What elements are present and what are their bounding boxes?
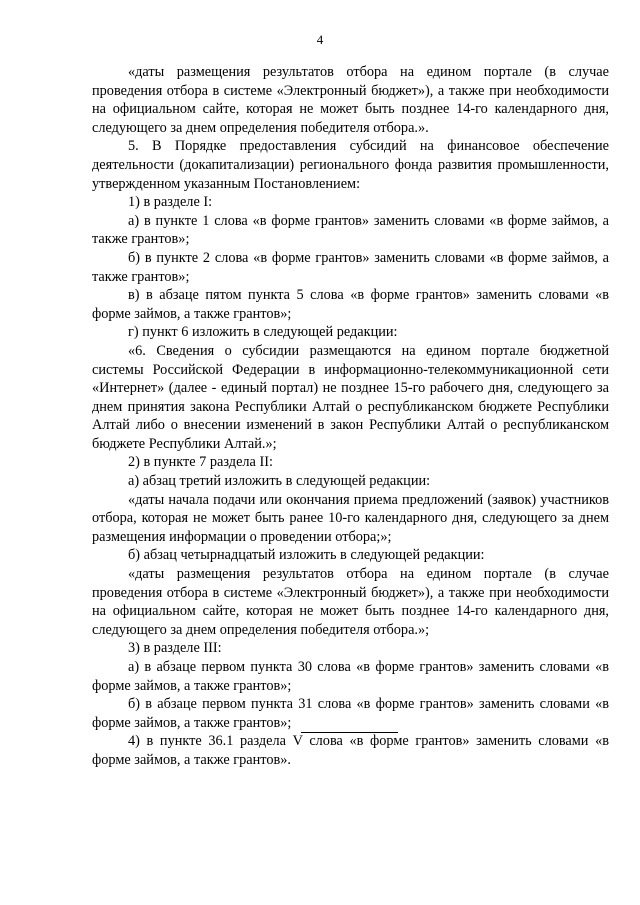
paragraph: «6. Сведения о субсидии размещаются на едином портале бюджетной системы Российской Федерации в информационно-телекоммуникационной сети «Интернет» (далее - единый портал) не позднее 15-го рабочего дня, следующего за днем принятия закона Республики Алтай о республиканском бюджете Республики Алтай либо о внесении изменений в закон Республики Алтай о республиканском бюджете Республики Алтай.»; — [92, 342, 609, 452]
paragraph: «даты размещения результатов отбора на едином портале (в случае проведения отбора в системе «Электронный бюджет»), а также при необходимости на официальном сайте, которая не может быть позднее 14-го календарного дня, следующего за днем определения победителя отбора.». — [92, 64, 609, 136]
paragraph: 5. В Порядке предоставления субсидий на финансовое обеспечение деятельности (докапитализации) регионального фонда развития промышленности, утвержденном указанным Постановлением: — [92, 138, 609, 192]
paragraph: г) пункт 6 изложить в следующей редакции: — [128, 324, 398, 341]
paragraph: а) абзац третий изложить в следующей редакции: — [128, 473, 431, 490]
paragraph: в) в абзаце пятом пункта 5 слова «в форме грантов» заменить словами «в форме займов, а также грантов»; — [92, 287, 609, 322]
paragraph: 4) в пункте 36.1 раздела V слова «в форме грантов» заменить словами «в форме займов, а также грантов». — [92, 733, 609, 768]
paragraph: 1) в разделе I: — [128, 194, 213, 211]
paragraph: 3) в разделе III: — [128, 640, 222, 657]
paragraph: а) в пункте 1 слова «в форме грантов» заменить словами «в форме займов, а также грантов»; — [92, 212, 609, 248]
paragraph: «даты размещения результатов отбора на едином портале (в случае проведения отбора в системе «Электронный бюджет»), а также при необходимости на официальном сайте, которая не может быть позднее 14-го календарного дня, следующего за днем определения победителя отбора.»; — [92, 566, 609, 638]
paragraph: б) в пункте 2 слова «в форме грантов» заменить словами «в форме займов, а также грантов»; — [92, 249, 609, 285]
paragraph: 2) в пункте 7 раздела II: — [128, 454, 273, 471]
document-body — [92, 63, 609, 770]
paragraph: б) в абзаце первом пункта 31 слова «в форме грантов» заменить словами «в форме займов, а также грантов»; — [92, 696, 609, 731]
paragraph: б) абзац четырнадцатый изложить в следующей редакции: — [128, 547, 485, 564]
paragraph: «даты начала подачи или окончания приема предложений (заявок) участников отбора, которая не может быть ранее 10-го календарного дня, следующего за днем размещения информации о проведении отбора;»; — [92, 491, 609, 545]
page-number: 4 — [316, 32, 324, 47]
end-divider — [301, 732, 398, 733]
paragraph: а) в абзаце первом пункта 30 слова «в форме грантов» заменить словами «в форме займов, а также грантов»; — [92, 659, 609, 694]
